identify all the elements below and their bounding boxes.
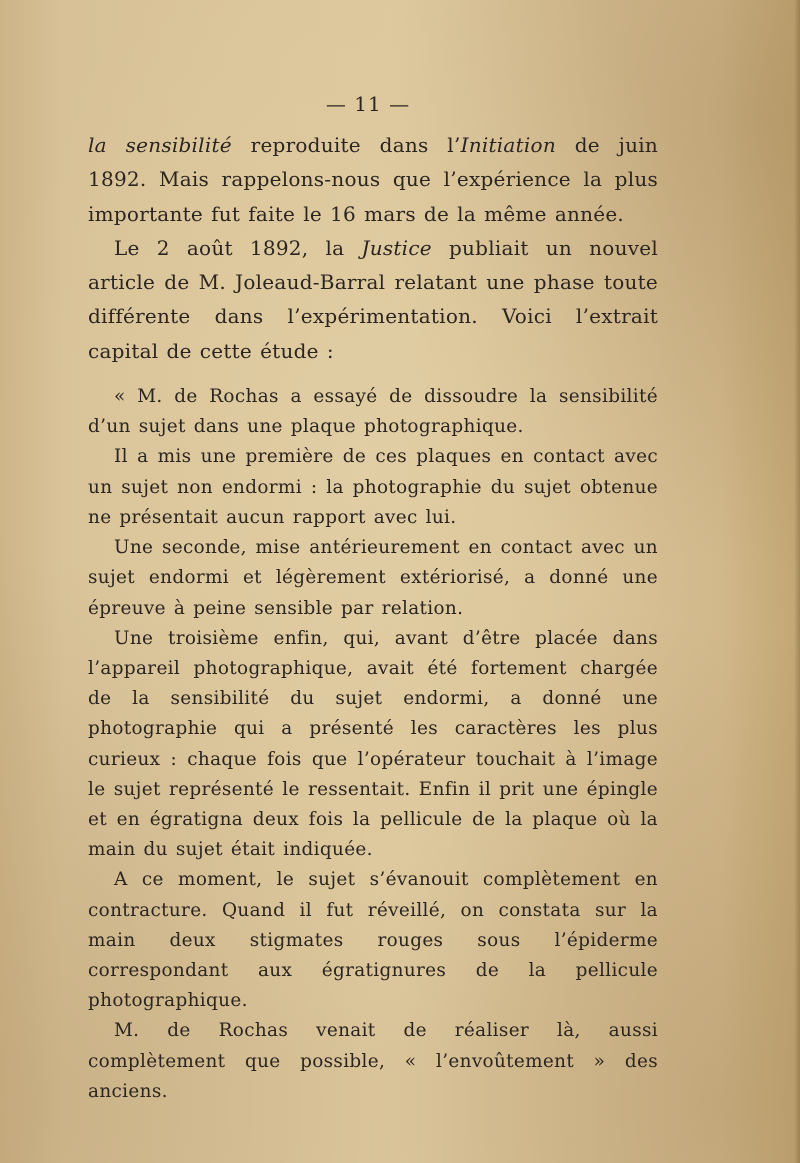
quote-paragraph-4: Une troisième enfin, qui, avant d’être placée dans l’appareil photographique, avait été fortement chargée de la sensibilité du sujet endormi, a donné une photographie qui a présenté les caractères les plus curieux : chaque fois que l’opérateur touchait à l’image le sujet représenté le ressentait. Enfin il prit une épingle et en égratigna deux fois la pellicule de la plaque où la main du sujet était indiquée. [88, 627, 658, 861]
quote-paragraph-6: M. de Rochas venait de réaliser là, aussi complètement que possible, « l’envoûtement » des anciens. [88, 1020, 658, 1102]
page-content [88, 82, 658, 1107]
quote-paragraph-1: « M. de Rochas a essayé de dissoudre la sensibilité d’un sujet dans une plaque photographique. [88, 386, 658, 438]
italic-term-sensibilite: la sensibilité [88, 133, 232, 157]
italic-title-justice: Justice [361, 235, 432, 260]
text-span: publiait un nouvel article de M. Joleaud-Barral relatant une phase toute différente dans l’expérimentation. Voici l’extrait capital de cette étude : [88, 235, 658, 363]
text-span: de juin 1892. Mais rappelons-nous que l’expérience la plus importante fut faite le 16 mars de la même année. [88, 133, 658, 226]
quoted-extract [88, 382, 658, 1107]
page-edge-shadow [794, 0, 800, 1163]
intro-text [88, 128, 658, 368]
intro-paragraph-2 [88, 231, 658, 368]
intro-paragraph-1 [88, 128, 658, 231]
page-number: — 11 — [325, 92, 411, 116]
text-span: reproduite dans l’ [231, 133, 461, 157]
text-span: Le 2 août 1892, la [114, 235, 362, 260]
quote-paragraph-5: A ce moment, le sujet s’évanouit complètement en contracture. Quand il fut réveillé, on constata sur la main deux stigmates rouges sous l’épiderme correspondant aux égratignures de la pellicule photographique. [88, 869, 658, 1012]
italic-title-initiation: Initiation [460, 133, 556, 157]
quote-paragraph-2: Il a mis une première de ces plaques en contact avec un sujet non endormi : la photographie du sujet obtenue ne présentait aucun rapport avec lui. [88, 446, 658, 528]
quote-paragraph-3: Une seconde, mise antérieurement en contact avec un sujet endormi et légèrement extériorisé, a donné une épreuve à peine sensible par relation. [88, 537, 658, 619]
